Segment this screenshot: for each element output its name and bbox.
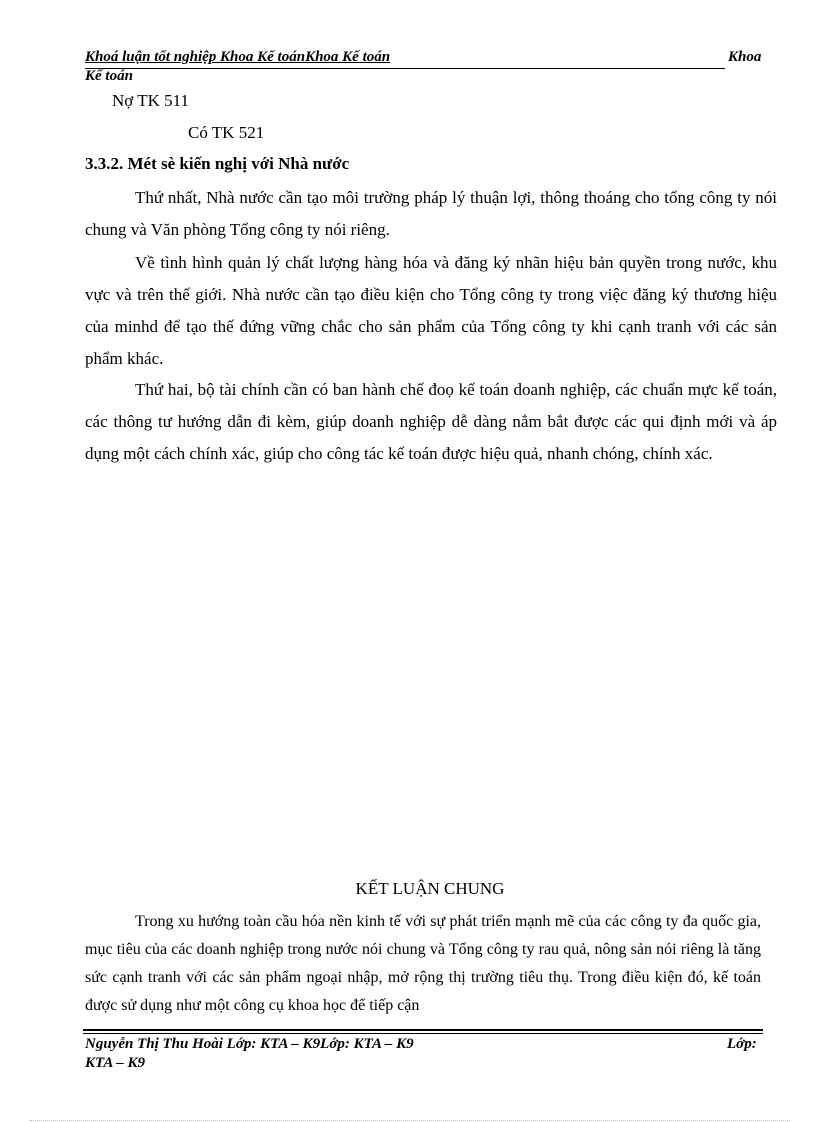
debit-entry: Nợ TK 511	[112, 91, 189, 110]
paragraph-1: Thứ nhất, Nhà nước cần tạo môi trường pháp lý thuận lợi, thông thoáng cho tổng công ty nói chung và Văn phòng Tổng công ty nói riêng.	[85, 188, 777, 239]
footer-right: Lớp:	[727, 1036, 757, 1052]
footer-rule-thin	[83, 1033, 763, 1034]
header-right: Khoa	[728, 49, 762, 65]
page-bottom-divider	[30, 1120, 790, 1121]
footer-rule-thick	[83, 1029, 763, 1031]
header-title: Khoá luận tốt nghiệp Khoa Kế toánKhoa Kế toán	[85, 49, 725, 69]
footer-line-2: KTA – K9	[85, 1055, 146, 1071]
conclusion-title: KẾT LUẬN CHUNG	[355, 879, 505, 898]
credit-entry: Có TK 521	[188, 123, 265, 142]
conclusion-paragraph: Trong xu hướng toàn cầu hóa nền kinh tế với sự phát triển mạnh mẽ của các công ty đa quốc gia, mục tiêu của các doanh nghiệp trong nước nói chung và Tổng công ty rau quả, nông sản nói riêng là tăng sức cạnh tranh với các sản phẩm ngoại nhập, mở rộng thị trường tiêu thụ. Trong điều kiện đó, kế toán được sử dụng như một công cụ khoa học để tiếp cận	[85, 913, 761, 1014]
footer-line-1: Nguyễn Thị Thu Hoài Lớp: KTA – K9Lớp: KTA – K9	[85, 1036, 414, 1052]
header-line-2: Kế toán	[85, 68, 133, 84]
paragraph-2: Về tình hình quản lý chất lượng hàng hóa và đăng ký nhãn hiệu bản quyền trong nước, khu vực và trên thế giới. Nhà nước cần tạo điều kiện cho Tổng công ty trong việc đăng ký thương hiệu của minhd để tạo thế đứng vững chắc cho sản phẩm của Tổng công ty khi cạnh tranh với các sản phẩm khác.	[85, 253, 777, 368]
paragraph-3: Thứ hai, bộ tài chính cần có ban hành chế đoọ kế toán doanh nghiệp, các chuẩn mực kế toán, các thông tư hướng dẫn đi kèm, giúp doanh nghiệp dễ dàng nắm bắt được các qui định mới và áp dụng một cách chính xác, giúp cho công tác kế toán được hiệu quả, nhanh chóng, chính xác.	[85, 380, 777, 463]
section-heading: 3.3.2. Mét sè kiến nghị với Nhà nước	[85, 154, 350, 173]
